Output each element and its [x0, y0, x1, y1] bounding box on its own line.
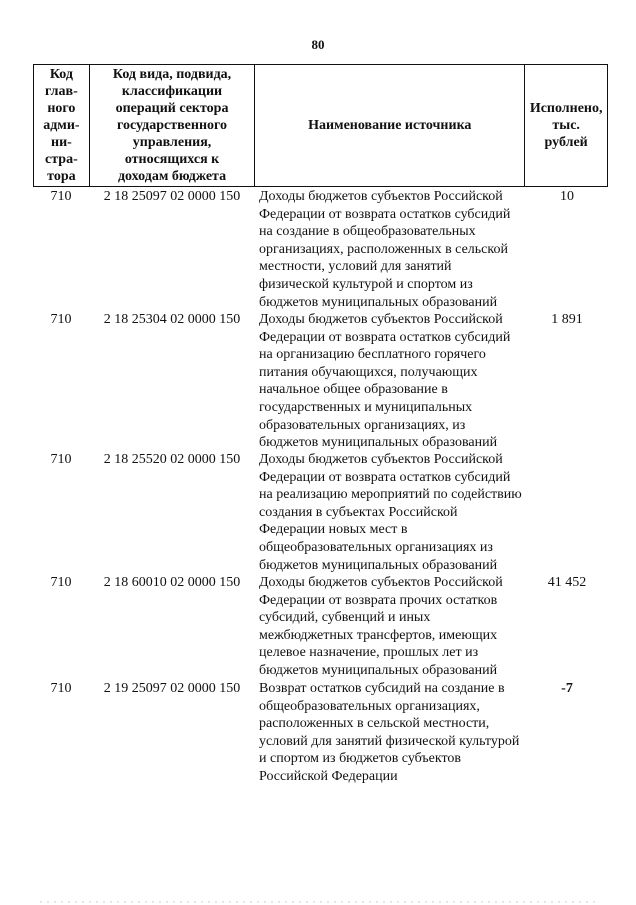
classification-code-cell: 2 18 60010 02 0000 150 — [103, 575, 241, 590]
classification-code-cell: 2 18 25520 02 0000 150 — [103, 452, 241, 467]
page-number: 80 — [311, 37, 325, 52]
table-row — [33, 311, 608, 451]
source-name-cell: Доходы бюджетов субъектов Российской Федерации от возврата прочих остатков субсидий, субвенций и иных межбюджетных трансфертов, имеющих целевое назначение, прошлых лет из бюджетов муниципальных образований — [259, 575, 503, 678]
amount-cell: 1 891 — [551, 312, 583, 327]
table-body — [33, 188, 608, 790]
admin-code-cell: 710 — [50, 681, 72, 696]
table-row — [33, 574, 608, 680]
table-row — [33, 680, 608, 790]
classification-code-cell: 2 19 25097 02 0000 150 — [103, 681, 241, 696]
classification-code-cell: 2 18 25304 02 0000 150 — [103, 312, 241, 327]
source-name-cell: Доходы бюджетов субъектов Российской Федерации от возврата остатков субсидий на организацию бесплатного горячего питания обучающихся, получающих начальное общее образование в государственных и муниципальных образовательных организациях, из бюджетов муниципальных образований — [259, 312, 511, 451]
admin-code-cell: 710 — [50, 189, 72, 204]
header-classification-code: Код вида, подвида, классификации операций сектора государственного управления, относящихся к доходам бюджета — [90, 65, 255, 186]
classification-code-cell: 2 18 25097 02 0000 150 — [103, 189, 241, 204]
amount-cell: -7 — [561, 681, 573, 696]
admin-code-cell: 710 — [50, 452, 72, 467]
header-executed-amount: Исполнено, тыс. рублей — [529, 101, 603, 150]
header-admin-code: Код глав- ного адми- ни- стра- тора — [34, 65, 90, 186]
scan-noise-decoration — [0, 893, 636, 905]
amount-cell — [526, 451, 608, 574]
source-name-cell: Доходы бюджетов субъектов Российской Федерации от возврата остатков субсидий на создание в общеобразовательных организациях, расположенных в сельской местности, условий для занятий физической культурой и спортом из бюджетов муниципальных образований — [259, 189, 511, 310]
admin-code-cell: 710 — [50, 575, 72, 590]
admin-code-cell: 710 — [50, 312, 72, 327]
source-name-cell: Доходы бюджетов субъектов Российской Федерации от возврата остатков субсидий на реализацию мероприятий по содействию создания в субъектах Российской Федерации новых мест в общеобразовательных организациях из бюджетов муниципальных образований — [259, 452, 522, 573]
table-row — [33, 451, 608, 574]
source-name-cell: Возврат остатков субсидий на создание в общеобразовательных организациях, расположенных в сельской местности, условий для занятий физической культурой и спортом из бюджетов субъектов Российской Федерации — [259, 681, 520, 784]
amount-cell: 41 452 — [547, 575, 587, 590]
table-row — [33, 188, 608, 311]
table-header — [33, 64, 608, 187]
amount-cell: 10 — [560, 189, 574, 204]
header-source-name: Наименование источника — [255, 65, 525, 186]
